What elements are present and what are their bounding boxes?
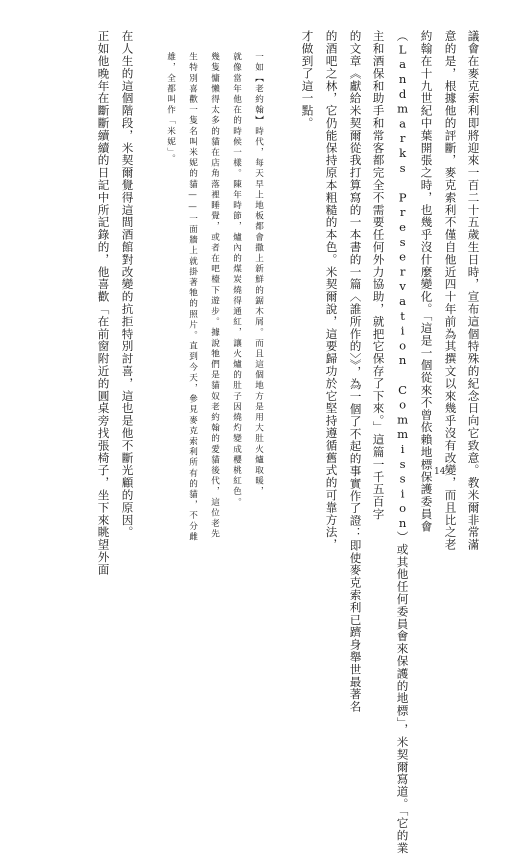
quote-column: 就像當年他在的時候一樣。陳年時節，爐內的煤炭燒得通紅，讓火爐的肚子因燒灼變成櫻桃紅色。	[231, 52, 242, 508]
quote-column: 生特別喜歡一隻名叫米妮的貓——一面牆上就掛著牠的照片。直到今天，參見麥克索利所有的貓，不分雌	[187, 52, 198, 543]
text-column: 正如他晚年在斷斷續續的日記中所記錄的，他喜歡「在前窗附近的圓桌旁找張椅子，坐下來眺望外面	[96, 30, 111, 576]
text-column: （Landmarks Preservation Commission）或其他任何委員會來保護的地標」，米契爾寫道。「它的業	[395, 30, 410, 854]
quote-column: 一如【老約翰】時代，每天早上地板都會撒上新鮮的鋸木屑。而且這個地方是用大肚火爐取暖，	[253, 52, 264, 498]
text-column: 主和酒保和助手和常客都完全不需要任何外力協助，就把它保存了下來。」這篇一千五百字	[371, 30, 386, 521]
quote-column: 雄，全都叫作「米妮」。	[165, 52, 176, 165]
quote-column: 幾隻慵懶得太多的貓在店角落裡睡覺，或者在吧檯下遊步。據說牠們是貓奴老約翰的愛貓後代，這位老先	[209, 52, 220, 540]
text-column: 議會在麥克索利即將迎來一百二十五歲生日時，宣布這個特殊的紀念日向它致意。教米爾非常滿	[466, 30, 481, 551]
page-number: 14	[434, 467, 446, 477]
text-column: 才做到了這一點。	[300, 30, 315, 130]
text-column: 意的是，根據他的評斷，麥克索利不僅自他近四十年前為其撰文以來幾乎沒有改變，而且比之老	[443, 30, 458, 551]
text-column: 在人生的這個階段，米契爾覺得這間酒館對改變的抗拒特別討喜，這也是他不斷光顧的原因。	[120, 30, 135, 539]
text-column: 約翰在十九世紀中葉開張之時，也幾乎沒什麼變化。「這是一個從來不曾依賴地標保護委員會	[419, 30, 434, 533]
text-column: 的酒吧之林，它仍能保持原本粗糙的本色。米契爾說，這要歸功於它堅持遵循舊式的可靠方法，	[324, 30, 339, 551]
text-column: 的文章《獻給米契爾從我打算寫的一本書的一篇〈誰所作的〉》，為一個了不起的事實作了證：即使麥克索利已躋身舉世最著名	[348, 30, 363, 713]
